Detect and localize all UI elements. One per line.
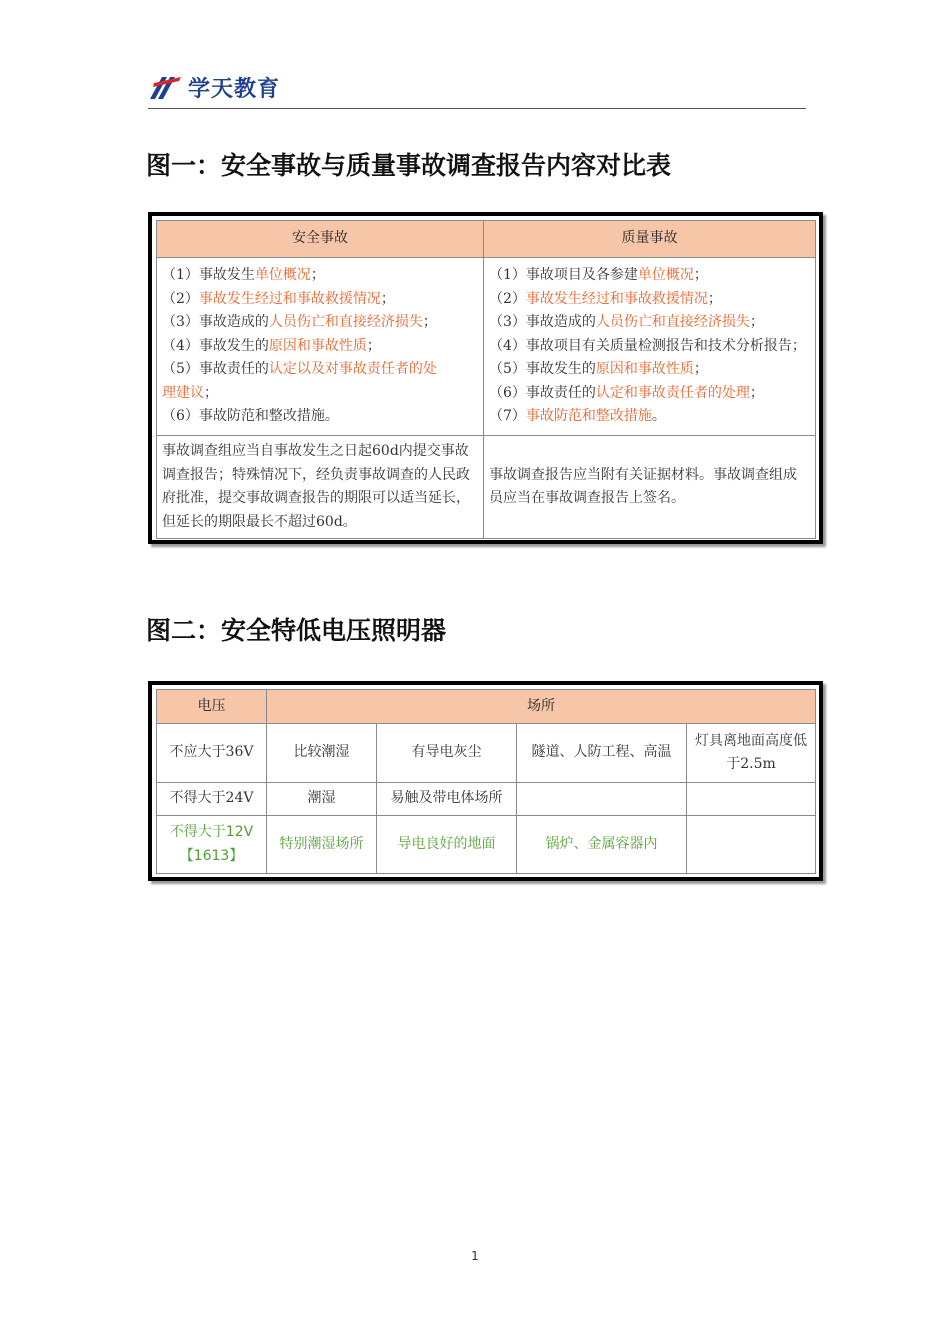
page-header <box>148 70 806 109</box>
low-voltage-lighting-table <box>148 681 823 881</box>
place-cell <box>687 816 816 874</box>
highlighted-text: 事故发生经过和事故救援情况 <box>525 290 708 307</box>
quality-accident-items <box>484 258 816 436</box>
list-item <box>489 311 810 335</box>
place-cell <box>517 783 687 816</box>
list-item <box>162 335 478 359</box>
item-text: ； <box>693 267 708 283</box>
item-text: （6）事故防范和整改措施。 <box>162 408 339 424</box>
item-text: ； <box>749 314 764 330</box>
quality-accident-note: 事故调查报告应当附有关证据材料。事故调查组成员应当在事故调查报告上签名。 <box>484 436 816 539</box>
header-voltage: 电压 <box>157 690 267 724</box>
page-number: 1 <box>471 1249 479 1263</box>
item-text: （1）事故项目及各参建 <box>489 267 638 283</box>
list-item <box>489 335 810 359</box>
list-item <box>162 382 478 406</box>
voltage-cell: 不应大于36V <box>157 724 267 783</box>
safety-accident-items <box>157 258 484 436</box>
item-text: （5）事故责任的 <box>162 361 269 377</box>
list-item <box>489 264 810 288</box>
highlighted-text: 理建议 <box>162 384 204 401</box>
item-text: ； <box>422 314 437 330</box>
voltage-cell-highlight <box>157 816 267 874</box>
accident-report-comparison-table <box>148 212 823 544</box>
highlighted-text: 原因和事故性质 <box>595 361 694 377</box>
item-text: （4）事故项目有关质量检测报告和技术分析报告； <box>489 337 806 354</box>
highlighted-text: 人员伤亡和直接经济损失 <box>595 314 750 330</box>
item-text: 。 <box>651 408 666 424</box>
item-text: （2） <box>162 290 199 307</box>
item-text: ； <box>749 384 764 401</box>
place-cell: 特别潮湿场所 <box>267 816 377 874</box>
highlighted-text: 事故防范和整改措施 <box>525 408 652 424</box>
highlighted-text: 人员伤亡和直接经济损失 <box>268 314 423 330</box>
highlighted-text: 事故发生经过和事故救援情况 <box>198 290 381 307</box>
safety-accident-note: 事故调查组应当自事故发生之日起60d内提交事故调查报告；特殊情况下，经负责事故调查的人民政府批准，提交事故调查报告的期限可以适当延长，但延长的期限最长不超过60d。 <box>157 436 484 539</box>
item-text: （4）事故发生的 <box>162 337 269 354</box>
figure1-title: 图一：安全事故与质量事故调查报告内容对比表 <box>146 151 672 180</box>
item-text: ； <box>380 290 395 307</box>
list-item <box>162 264 478 288</box>
place-cell <box>687 783 816 816</box>
highlighted-text: 单位概况 <box>637 267 694 283</box>
voltage-label: 不得大于12V <box>169 824 254 840</box>
logo-mark-icon <box>148 74 182 100</box>
item-text: （2） <box>489 290 526 307</box>
list-item <box>489 358 810 382</box>
item-text: ； <box>707 290 722 307</box>
highlighted-text: 单位概况 <box>254 267 311 283</box>
list-item <box>162 358 478 382</box>
item-text: （7） <box>489 408 526 424</box>
item-text: ； <box>366 337 381 354</box>
place-cell: 灯具离地面高度低于2.5m <box>687 724 816 783</box>
highlighted-text: 认定以及对事故责任者的处 <box>268 361 437 377</box>
item-text: ； <box>693 361 708 377</box>
place-cell: 隧道、人防工程、高温 <box>517 724 687 783</box>
highlighted-text: 认定和事故责任者的处理 <box>595 384 750 401</box>
place-cell: 导电良好的地面 <box>377 816 517 874</box>
item-text: （3）事故造成的 <box>489 314 596 330</box>
place-cell: 易触及带电体场所 <box>377 783 517 816</box>
item-text: （6）事故责任的 <box>489 384 596 401</box>
place-cell: 比较潮湿 <box>267 724 377 783</box>
item-text: （3）事故造成的 <box>162 314 269 330</box>
list-item <box>489 288 810 312</box>
list-item <box>162 288 478 312</box>
voltage-cell: 不得大于24V <box>157 783 267 816</box>
company-logo <box>148 72 280 102</box>
place-cell: 有导电灰尘 <box>377 724 517 783</box>
list-item <box>162 311 478 335</box>
item-text: （5）事故发生的 <box>489 361 596 377</box>
list-item <box>162 405 478 429</box>
list-item <box>489 405 810 429</box>
header-safety-accident: 安全事故 <box>157 221 484 258</box>
header-place: 场所 <box>267 690 816 724</box>
place-cell: 潮湿 <box>267 783 377 816</box>
header-quality-accident: 质量事故 <box>484 221 816 258</box>
item-text: （1）事故发生 <box>162 267 255 283</box>
logo-text: 学天教育 <box>188 76 281 102</box>
place-cell: 锅炉、金属容器内 <box>517 816 687 874</box>
list-item <box>489 382 810 406</box>
reference-code: 【1613】 <box>179 847 244 864</box>
highlighted-text: 原因和事故性质 <box>268 337 367 354</box>
item-text: ； <box>204 384 218 401</box>
item-text: ； <box>310 267 325 283</box>
figure2-title: 图二：安全特低电压照明器 <box>146 616 447 645</box>
